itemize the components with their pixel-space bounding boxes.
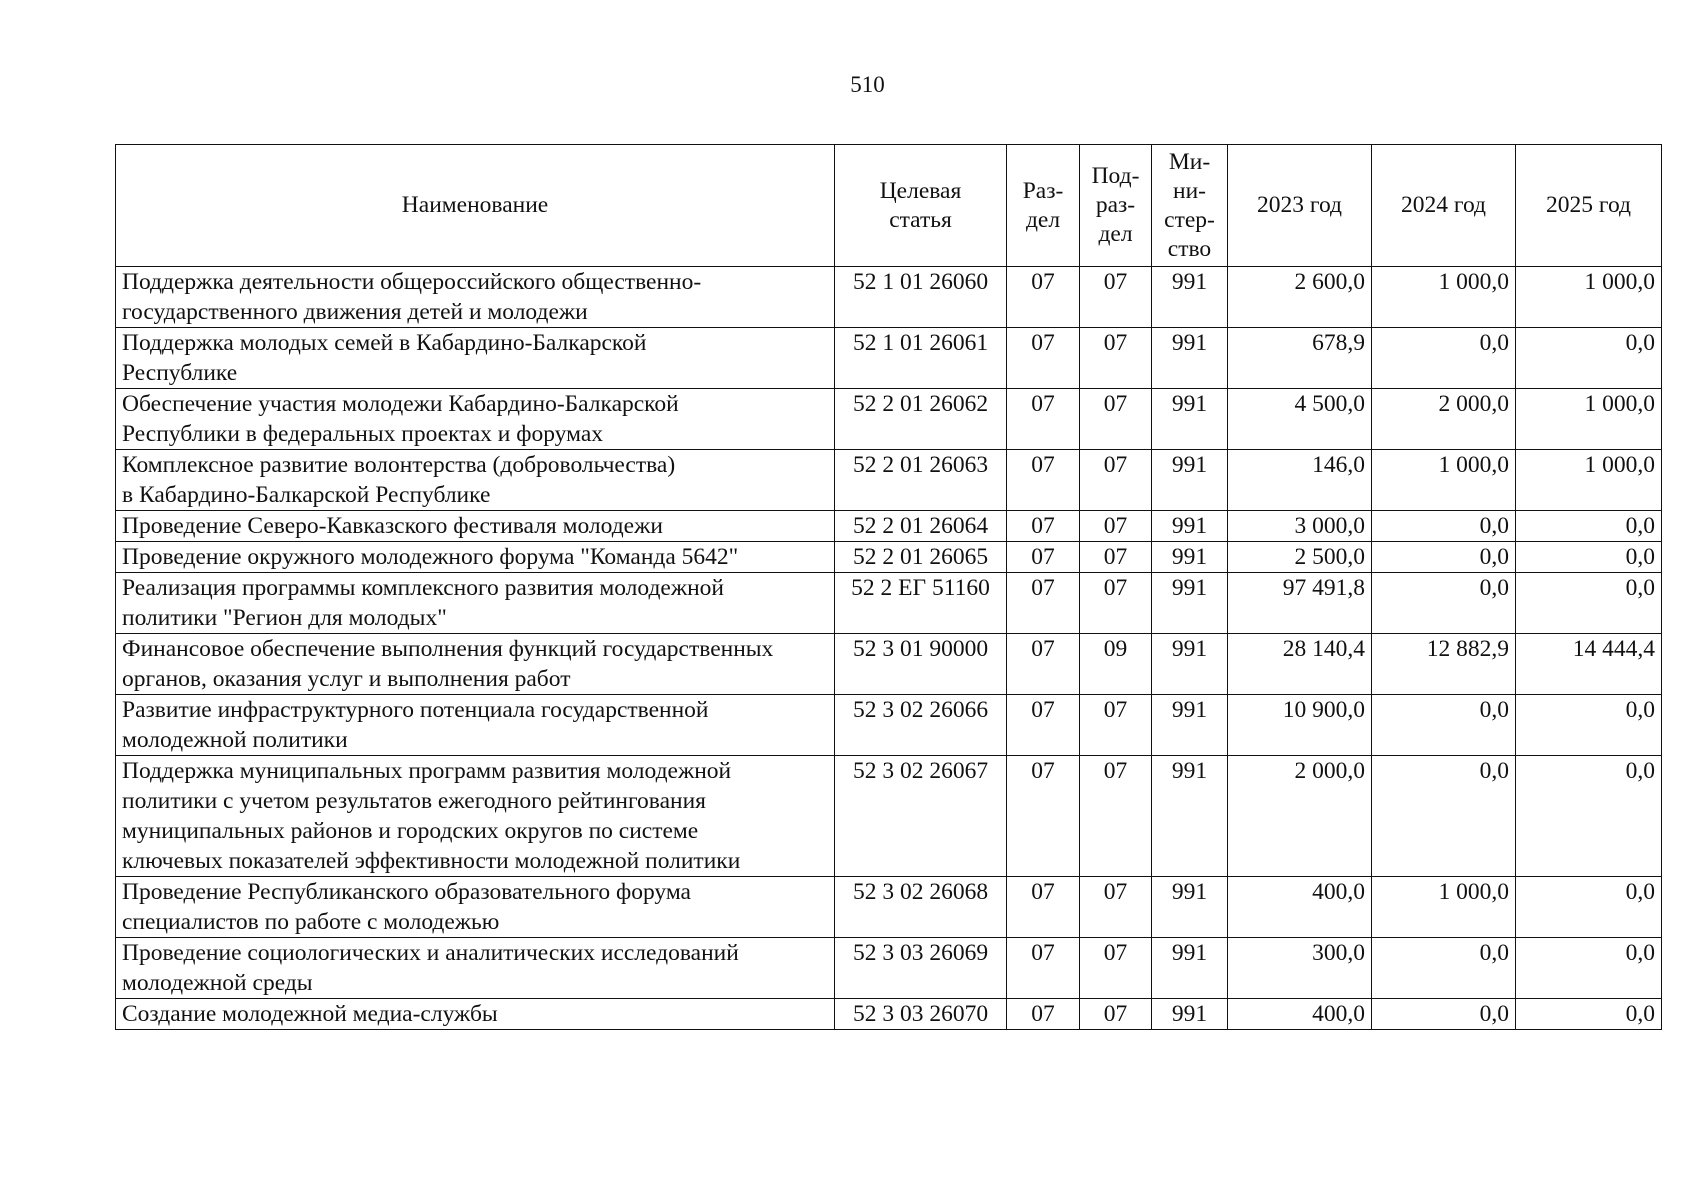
cell-y2023: 10 900,0	[1228, 695, 1372, 756]
cell-target: 52 3 03 26070	[835, 999, 1007, 1030]
cell-name: Реализация программы комплексного развития молодежной политики "Регион для молодых"	[116, 573, 835, 634]
cell-y2025: 0,0	[1516, 999, 1662, 1030]
table-body	[116, 267, 1662, 1030]
cell-ministry: 991	[1152, 756, 1228, 877]
table-row	[116, 511, 1662, 542]
cell-y2023: 400,0	[1228, 877, 1372, 938]
cell-ministry: 991	[1152, 695, 1228, 756]
cell-ministry: 991	[1152, 877, 1228, 938]
cell-ministry: 991	[1152, 573, 1228, 634]
table-row	[116, 877, 1662, 938]
cell-ministry: 991	[1152, 999, 1228, 1030]
cell-y2023: 400,0	[1228, 999, 1372, 1030]
cell-target: 52 2 01 26065	[835, 542, 1007, 573]
cell-target: 52 1 01 26061	[835, 328, 1007, 389]
cell-ministry: 991	[1152, 542, 1228, 573]
cell-y2024: 2 000,0	[1372, 389, 1516, 450]
cell-subsection: 07	[1080, 938, 1152, 999]
cell-y2023: 2 600,0	[1228, 267, 1372, 328]
cell-subsection: 07	[1080, 542, 1152, 573]
cell-y2023: 300,0	[1228, 938, 1372, 999]
cell-name: Обеспечение участия молодежи Кабардино-Балкарской Республики в федеральных проектах и форумах	[116, 389, 835, 450]
cell-name: Поддержка муниципальных программ развития молодежной политики с учетом результатов ежегодного рейтингования муниципальных районов и городских округов по системе ключевых показателей эффективности молодежной политики	[116, 756, 835, 877]
page-number: 510	[850, 72, 885, 97]
cell-y2023: 678,9	[1228, 328, 1372, 389]
column-header-y2025: 2025 год	[1516, 145, 1662, 267]
cell-y2025: 1 000,0	[1516, 389, 1662, 450]
cell-y2023: 146,0	[1228, 450, 1372, 511]
cell-ministry: 991	[1152, 450, 1228, 511]
table-row	[116, 542, 1662, 573]
cell-section: 07	[1007, 573, 1080, 634]
cell-name: Комплексное развитие волонтерства (добровольчества) в Кабардино-Балкарской Республике	[116, 450, 835, 511]
table-row	[116, 695, 1662, 756]
cell-y2024: 0,0	[1372, 511, 1516, 542]
column-header-section: Раз- дел	[1007, 145, 1080, 267]
cell-y2024: 1 000,0	[1372, 877, 1516, 938]
cell-y2025: 0,0	[1516, 695, 1662, 756]
table-row	[116, 450, 1662, 511]
header-row	[116, 145, 1662, 267]
table-row	[116, 938, 1662, 999]
cell-y2023: 2 500,0	[1228, 542, 1372, 573]
cell-y2023: 3 000,0	[1228, 511, 1372, 542]
cell-section: 07	[1007, 267, 1080, 328]
cell-y2024: 0,0	[1372, 695, 1516, 756]
cell-target: 52 2 01 26062	[835, 389, 1007, 450]
table-row	[116, 267, 1662, 328]
cell-y2024: 0,0	[1372, 573, 1516, 634]
cell-name: Развитие инфраструктурного потенциала государственной молодежной политики	[116, 695, 835, 756]
cell-y2023: 4 500,0	[1228, 389, 1372, 450]
budget-table	[115, 144, 1662, 1030]
cell-y2023: 97 491,8	[1228, 573, 1372, 634]
cell-name: Проведение социологических и аналитических исследований молодежной среды	[116, 938, 835, 999]
cell-subsection: 07	[1080, 573, 1152, 634]
cell-y2024: 0,0	[1372, 999, 1516, 1030]
table-row	[116, 328, 1662, 389]
cell-subsection: 07	[1080, 328, 1152, 389]
cell-y2025: 0,0	[1516, 877, 1662, 938]
column-header-target: Целевая статья	[835, 145, 1007, 267]
cell-subsection: 07	[1080, 877, 1152, 938]
cell-target: 52 2 ЕГ 51160	[835, 573, 1007, 634]
cell-name: Поддержка молодых семей в Кабардино-Балкарской Республике	[116, 328, 835, 389]
cell-y2025: 0,0	[1516, 328, 1662, 389]
cell-section: 07	[1007, 877, 1080, 938]
table-header	[116, 145, 1662, 267]
column-header-subsection: Под- раз- дел	[1080, 145, 1152, 267]
cell-target: 52 3 02 26067	[835, 756, 1007, 877]
cell-y2025: 1 000,0	[1516, 267, 1662, 328]
cell-name: Финансовое обеспечение выполнения функций государственных органов, оказания услуг и выполнения работ	[116, 634, 835, 695]
table-row	[116, 756, 1662, 877]
cell-section: 07	[1007, 756, 1080, 877]
cell-name: Создание молодежной медиа-службы	[116, 999, 835, 1030]
cell-ministry: 991	[1152, 389, 1228, 450]
cell-y2024: 0,0	[1372, 542, 1516, 573]
column-header-y2023: 2023 год	[1228, 145, 1372, 267]
cell-section: 07	[1007, 999, 1080, 1030]
cell-y2025: 0,0	[1516, 938, 1662, 999]
cell-section: 07	[1007, 542, 1080, 573]
cell-name: Проведение Северо-Кавказского фестиваля молодежи	[116, 511, 835, 542]
cell-target: 52 3 03 26069	[835, 938, 1007, 999]
cell-subsection: 07	[1080, 450, 1152, 511]
cell-y2025: 0,0	[1516, 542, 1662, 573]
cell-subsection: 07	[1080, 511, 1152, 542]
cell-ministry: 991	[1152, 328, 1228, 389]
cell-section: 07	[1007, 938, 1080, 999]
cell-y2024: 12 882,9	[1372, 634, 1516, 695]
cell-target: 52 3 02 26066	[835, 695, 1007, 756]
cell-ministry: 991	[1152, 634, 1228, 695]
cell-ministry: 991	[1152, 267, 1228, 328]
cell-y2024: 1 000,0	[1372, 450, 1516, 511]
cell-subsection: 07	[1080, 756, 1152, 877]
cell-target: 52 2 01 26064	[835, 511, 1007, 542]
cell-y2024: 0,0	[1372, 938, 1516, 999]
cell-y2023: 28 140,4	[1228, 634, 1372, 695]
cell-section: 07	[1007, 389, 1080, 450]
cell-section: 07	[1007, 511, 1080, 542]
cell-y2024: 0,0	[1372, 756, 1516, 877]
cell-target: 52 2 01 26063	[835, 450, 1007, 511]
table-row	[116, 999, 1662, 1030]
cell-target: 52 3 01 90000	[835, 634, 1007, 695]
cell-y2025: 14 444,4	[1516, 634, 1662, 695]
cell-y2025: 0,0	[1516, 756, 1662, 877]
column-header-name: Наименование	[116, 145, 835, 267]
column-header-ministry: Ми- ни- стер- ство	[1152, 145, 1228, 267]
table-row	[116, 389, 1662, 450]
cell-section: 07	[1007, 450, 1080, 511]
cell-y2025: 1 000,0	[1516, 450, 1662, 511]
cell-section: 07	[1007, 695, 1080, 756]
cell-target: 52 1 01 26060	[835, 267, 1007, 328]
cell-target: 52 3 02 26068	[835, 877, 1007, 938]
cell-subsection: 07	[1080, 695, 1152, 756]
column-header-y2024: 2024 год	[1372, 145, 1516, 267]
cell-y2025: 0,0	[1516, 511, 1662, 542]
cell-subsection: 07	[1080, 267, 1152, 328]
cell-ministry: 991	[1152, 938, 1228, 999]
cell-section: 07	[1007, 328, 1080, 389]
cell-subsection: 07	[1080, 389, 1152, 450]
cell-subsection: 07	[1080, 999, 1152, 1030]
cell-ministry: 991	[1152, 511, 1228, 542]
cell-section: 07	[1007, 634, 1080, 695]
cell-y2024: 1 000,0	[1372, 267, 1516, 328]
cell-y2023: 2 000,0	[1228, 756, 1372, 877]
cell-name: Проведение Республиканского образовательного форума специалистов по работе с молодежью	[116, 877, 835, 938]
cell-subsection: 09	[1080, 634, 1152, 695]
cell-y2025: 0,0	[1516, 573, 1662, 634]
table-row	[116, 573, 1662, 634]
cell-y2024: 0,0	[1372, 328, 1516, 389]
cell-name: Проведение окружного молодежного форума "Команда 5642"	[116, 542, 835, 573]
table-row	[116, 634, 1662, 695]
cell-name: Поддержка деятельности общероссийского общественно- государственного движения детей и молодежи	[116, 267, 835, 328]
